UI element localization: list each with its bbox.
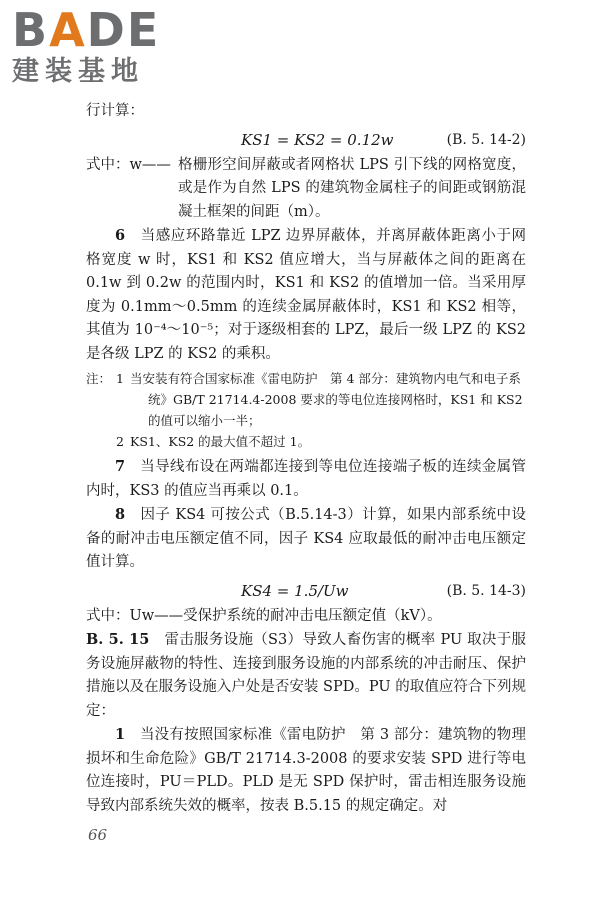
formula-b5-14-3 (86, 578, 526, 604)
formula-number: (B. 5. 14-2) (446, 131, 526, 148)
note-number: 2 (116, 434, 124, 449)
notes (86, 368, 526, 452)
item-8 (86, 503, 526, 575)
item-number: 7 (115, 458, 126, 475)
section-text: 雷击服务设施（S3）导致人畜伤害的概率 PU 取决于服务设施屏蔽物的特性、连接到服务设施的内部系统的冲击耐压、保护措施以及在服务设施入户处是否安装 SPD。PU 的取值应符合下列规定： (86, 632, 526, 719)
item-text: 当没有按照国家标准《雷电防护 第 3 部分：建筑物的物理损坏和生命危险》GB/T 21714.3-2008 的要求安装 SPD 进行等电位连接时，PU＝PLD。PLD 是无 SPD 保护时，雷击相连服务设施导致内部系统失效的概率，按表 B.5.15 的规定确定。对 (86, 727, 526, 814)
section-b5-15 (86, 628, 526, 723)
item-number: 1 (115, 726, 126, 743)
definition-w (86, 154, 526, 225)
note-number: 1 (116, 371, 124, 386)
definition-uw: 式中：Uw——受保护系统的耐冲击电压额定值（kV）。 (86, 607, 442, 624)
item-text: 因子 KS4 可按公式（B.5.14-3）计算，如果内部系统中设备的耐冲击电压额定值不同，因子 KS4 应取最低的耐冲击电压额定值计算。 (86, 507, 526, 570)
formula-b5-14-2 (86, 127, 526, 153)
note-text: KS1、KS2 的最大值不超过 1。 (130, 434, 311, 449)
formula-number: (B. 5. 14-3) (446, 582, 526, 599)
definition-text: 格栅形空间屏蔽或者网格状 LPS 引下线的网格宽度，或是作为自然 LPS 的建筑物金属柱子的间距或钢筋混凝土框架的间距（m）。 (178, 156, 526, 220)
item-6 (86, 224, 526, 366)
page-number: 66 (88, 826, 108, 844)
item-7 (86, 455, 526, 503)
logo-wordmark: BADE (12, 3, 161, 57)
page-body (86, 100, 526, 818)
lead-in-text: 行计算： (86, 103, 144, 119)
section-number: B. 5. 15 (86, 631, 150, 648)
item-text: 当感应环路靠近 LPZ 边界屏蔽体，并离屏蔽体距离小于网格宽度 w 时，KS1 和 KS2 值应增大，当与屏蔽体之间的距离在 0.1w 到 0.2w 的范围内时，KS1 和 KS2 的值增加一倍。当采用厚度为 0.1mm～0.5mm 的连续金属屏蔽体时，KS1 和 KS2 相等，其值为 10⁻⁴～10⁻⁵；对于逐级相套的 LPZ，最后一级 LPZ 的 KS2 是各级 LPZ 的 KS2 的乘积。 (86, 228, 526, 362)
logo-subtitle: 建装基地 (12, 56, 144, 87)
note-text: 当安装有符合国家标准《雷电防护 第 4 部分：建筑物内电气和电子系统》GB/T 21714.4-2008 要求的等电位连接网格时，KS1 和 KS2 的值可以缩小一半； (130, 371, 523, 428)
item-number: 6 (115, 227, 126, 244)
definition-lead: 式中：w—— (86, 156, 171, 173)
note-1 (86, 368, 526, 431)
item-1 (86, 723, 526, 818)
note-label: 注： (86, 371, 112, 386)
logo (12, 3, 182, 88)
note-2 (86, 431, 526, 452)
item-number: 8 (115, 506, 126, 523)
formula-expression: KS1 = KS2 = 0.12w (241, 130, 394, 149)
item-text: 当导线布设在两端都连接到等电位连接端子板的连续金属管内时，KS3 的值应当再乘以 0.1。 (86, 459, 527, 499)
formula-expression: KS4 = 1.5/Uw (241, 581, 349, 600)
